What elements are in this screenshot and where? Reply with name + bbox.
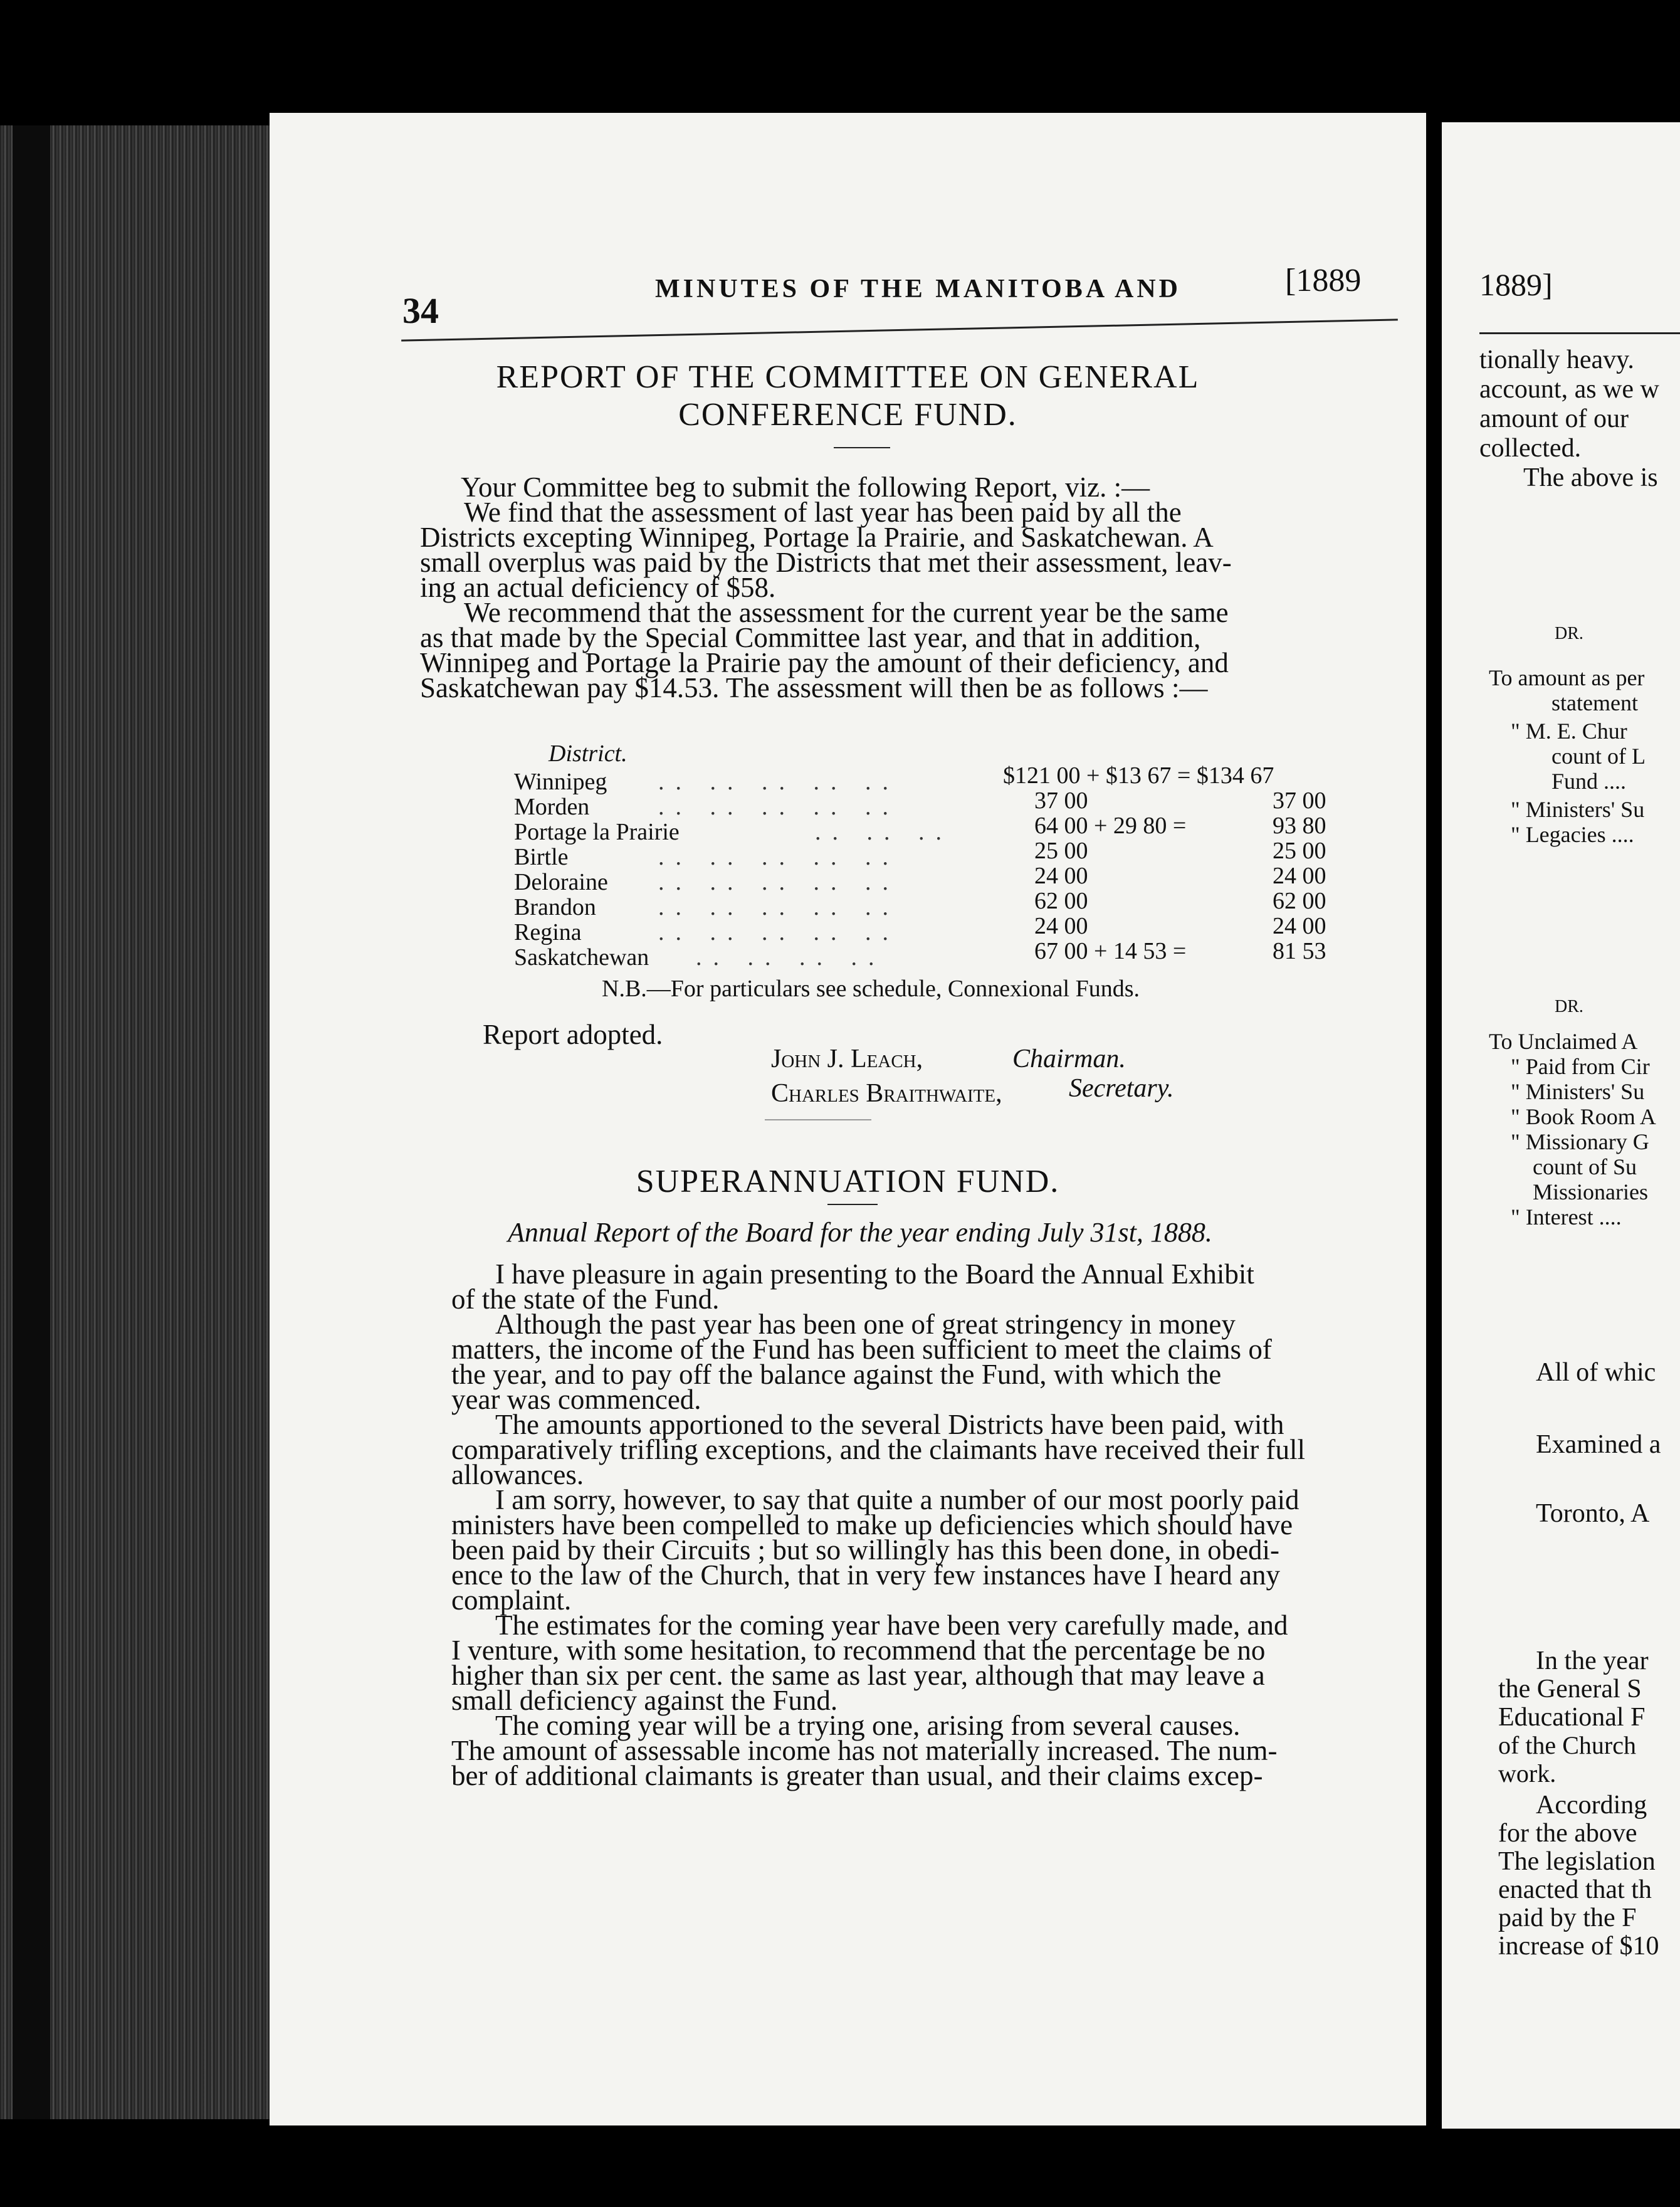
superannuation-subheading: Annual Report of the Board for the year ending July 31st, 1888. xyxy=(508,1217,1212,1248)
text-line: comparatively trifling exceptions, and the claimants have received their full xyxy=(451,1434,1305,1465)
text-line: The amount of assessable income has not materially increased. The num- xyxy=(451,1735,1278,1766)
text-line: Saskatchewan pay $14.53. The assessment will then be as follows :— xyxy=(420,672,1208,703)
text-line: been paid by their Circuits ; but so willingly has this been done, in obedi- xyxy=(451,1534,1280,1566)
text-line: Districts excepting Winnipeg, Portage la Prairie, and Saskatchewan. A xyxy=(420,522,1214,553)
chairman-name: John J. Leach, xyxy=(771,1045,923,1073)
facing-line: account, as we w xyxy=(1479,375,1659,404)
head-rule xyxy=(401,319,1398,341)
text-line: the year, and to pay off the balance against the Fund, with which the xyxy=(451,1359,1222,1390)
heading-rule xyxy=(834,447,890,448)
table-row-amount: 62 00 xyxy=(1034,888,1088,914)
chairman-title: Chairman. xyxy=(1012,1045,1126,1073)
table-row-district: Birtle xyxy=(514,844,569,870)
facing-line: Missionaries xyxy=(1533,1179,1648,1204)
text-line: We recommend that the assessment for the current year be the same xyxy=(464,597,1229,628)
text-line: The estimates for the coming year have been very carefully made, and xyxy=(495,1609,1288,1641)
page-number: 34 xyxy=(402,290,439,331)
table-row-total: 93 80 xyxy=(1273,813,1326,839)
report-heading-line2: CONFERENCE FUND. xyxy=(678,397,1017,433)
facing-line: count of L xyxy=(1551,744,1646,769)
text-line: I have pleasure in again presenting to the Board the Annual Exhibit xyxy=(495,1258,1254,1290)
leader-dots: .. .. .. .. .. xyxy=(658,869,900,895)
table-row-total: 24 00 xyxy=(1273,863,1326,889)
table-row-district: Regina xyxy=(514,919,582,945)
facing-line: count of Su xyxy=(1533,1154,1637,1179)
facing-line: statement xyxy=(1551,690,1638,715)
facing-line: work. xyxy=(1498,1759,1557,1788)
facing-line: enacted that th xyxy=(1498,1875,1652,1904)
heading-rule xyxy=(827,1204,878,1205)
text-line: Your Committee beg to submit the following Report, viz. :— xyxy=(461,471,1150,503)
facing-line: The above is xyxy=(1523,463,1658,492)
leader-dots: .. .. .. .. .. xyxy=(658,844,900,870)
facing-line: " Legacies .... xyxy=(1511,822,1634,847)
book-page-edges xyxy=(0,125,270,2119)
facing-line: According xyxy=(1536,1791,1647,1820)
text-line: The amounts apportioned to the several Districts have been paid, with xyxy=(495,1409,1284,1440)
superannuation-heading: SUPERANNUATION FUND. xyxy=(636,1164,1060,1199)
facing-line: tionally heavy. xyxy=(1479,345,1634,374)
text-line: small deficiency against the Fund. xyxy=(451,1685,838,1716)
leader-dots: .. .. .. .. .. xyxy=(658,919,900,945)
facing-line: In the year xyxy=(1536,1646,1649,1675)
text-line: Although the past year has been one of great stringency in money xyxy=(495,1309,1236,1340)
facing-line: To Unclaimed A xyxy=(1489,1029,1638,1054)
table-row-district: Portage la Prairie xyxy=(514,819,680,845)
table-row-amount: 67 00 + 14 53 = xyxy=(1034,938,1187,964)
facing-dr-label: DR. xyxy=(1555,997,1583,1016)
text-line: ber of additional claimants is greater than usual, and their claims excep- xyxy=(451,1760,1263,1791)
facing-running-year: 1889] xyxy=(1479,267,1553,302)
text-line: complaint. xyxy=(451,1584,572,1616)
left-page xyxy=(270,113,1426,2125)
facing-line: amount of our xyxy=(1479,404,1629,433)
text-line: We find that the assessment of last year has been paid by all the xyxy=(464,497,1182,528)
secretary-title: Secretary. xyxy=(1069,1074,1174,1103)
table-row-total: 62 00 xyxy=(1273,888,1326,914)
leader-dots: .. .. .. .. .. xyxy=(658,794,900,820)
text-line: Winnipeg and Portage la Prairie pay the amount of their deficiency, and xyxy=(420,647,1229,678)
table-row-amount: 24 00 xyxy=(1034,863,1088,889)
facing-line: " Ministers' Su xyxy=(1511,797,1645,822)
facing-line: increase of $10 xyxy=(1498,1932,1659,1961)
facing-line: collected. xyxy=(1479,434,1582,463)
facing-line: " Book Room A xyxy=(1511,1104,1656,1129)
table-row-district: Brandon xyxy=(514,894,596,920)
facing-dr-label: DR. xyxy=(1555,624,1583,643)
section-divider xyxy=(765,1119,871,1120)
text-line: higher than six per cent. the same as last year, although that may leave a xyxy=(451,1660,1265,1691)
table-row-amount: $121 00 + $13 67 = $134 67 xyxy=(1003,762,1274,789)
text-line: ministers have been compelled to make up deficiencies which should have xyxy=(451,1509,1293,1541)
leader-dots: .. .. .. .. .. xyxy=(658,894,900,920)
text-line: ence to the law of the Church, that in very few instances have I heard any xyxy=(451,1559,1280,1591)
text-line: The coming year will be a trying one, arising from several causes. xyxy=(495,1710,1241,1741)
table-row-total: 24 00 xyxy=(1273,913,1326,939)
table-row-amount: 24 00 xyxy=(1034,913,1088,939)
facing-line: To amount as per xyxy=(1489,665,1645,690)
facing-line: Fund .... xyxy=(1551,769,1627,794)
report-adopted: Report adopted. xyxy=(483,1019,663,1050)
table-row-district: Winnipeg xyxy=(514,769,607,795)
facing-head-rule xyxy=(1479,332,1680,334)
facing-line: " M. E. Chur xyxy=(1511,719,1627,744)
table-row-total: 81 53 xyxy=(1273,938,1326,964)
table-row-total: 37 00 xyxy=(1273,787,1326,814)
table-row-amount: 25 00 xyxy=(1034,838,1088,864)
facing-line: Educational F xyxy=(1498,1703,1646,1732)
leader-dots: .. .. .. xyxy=(815,819,953,845)
facing-line: The legislation xyxy=(1498,1847,1656,1876)
facing-line: of the Church xyxy=(1498,1731,1636,1759)
facing-line: All of whic xyxy=(1536,1358,1656,1387)
report-heading-line1: REPORT OF THE COMMITTEE ON GENERAL xyxy=(496,359,1200,395)
facing-line: " Missionary G xyxy=(1511,1129,1649,1154)
text-line: small overplus was paid by the Districts that met their assessment, leav- xyxy=(420,547,1232,578)
text-line: ing an actual deficiency of $58. xyxy=(420,572,776,603)
facing-line: paid by the F xyxy=(1498,1904,1637,1932)
facing-line: for the above xyxy=(1498,1819,1637,1848)
running-title: MINUTES OF THE MANITOBA AND xyxy=(655,275,1182,303)
facing-line: the General S xyxy=(1498,1675,1642,1704)
leader-dots: .. .. .. .. .. xyxy=(658,769,900,795)
leader-dots: .. .. .. .. xyxy=(696,944,886,971)
facing-line: " Ministers' Su xyxy=(1511,1079,1645,1104)
table-row-district: Morden xyxy=(514,794,590,820)
table-row-amount: 64 00 + 29 80 = xyxy=(1034,813,1187,839)
facing-line: " Paid from Cir xyxy=(1511,1054,1650,1079)
text-line: of the state of the Fund. xyxy=(451,1283,720,1315)
facing-line: " Interest .... xyxy=(1511,1204,1622,1230)
text-line: I venture, with some hesitation, to recommend that the percentage be no xyxy=(451,1635,1266,1666)
running-year: [1889 xyxy=(1285,263,1362,298)
facing-line: Toronto, A xyxy=(1536,1499,1650,1528)
text-line: as that made by the Special Committee last year, and that in addition, xyxy=(420,622,1201,653)
secretary-name: Charles Braithwaite, xyxy=(771,1079,1002,1108)
facing-line: Examined a xyxy=(1536,1430,1661,1459)
table-row-district: Saskatchewan xyxy=(514,944,649,971)
text-line: I am sorry, however, to say that quite a number of our most poorly paid xyxy=(495,1484,1299,1515)
text-line: year was commenced. xyxy=(451,1384,701,1415)
table-column-header: District. xyxy=(549,740,627,767)
table-row-amount: 37 00 xyxy=(1034,787,1088,814)
table-note: N.B.—For particulars see schedule, Connexional Funds. xyxy=(602,976,1140,1002)
text-line: matters, the income of the Fund has been sufficient to meet the claims of xyxy=(451,1334,1272,1365)
text-line: allowances. xyxy=(451,1459,584,1490)
table-row-total: 25 00 xyxy=(1273,838,1326,864)
facing-page xyxy=(1442,122,1680,2129)
table-row-district: Deloraine xyxy=(514,869,608,895)
